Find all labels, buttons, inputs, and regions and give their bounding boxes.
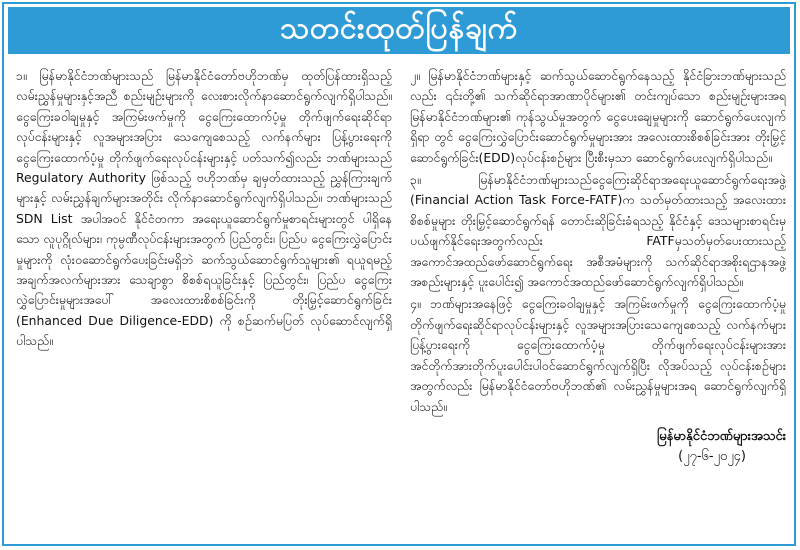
- paragraph-2: ၂။ မြန်မာနိုင်ငံဘဏ်များနှင့် ဆက်သွယ်ဆောင်ရွက်နေသည့် နိုင်ငံခြားဘဏ်များသည်လည်း ၎င်းတို့၏ သက်ဆိုင်ရာအာဏာပိုင်များ၏ တင်းကျပ်သော စည်းမျဉ်းများအရ မြန်မာနိုင်ငံဘဏ်များ၏ ကုန်သွယ်မှုအတွက် ငွေပေးချေမှုများကို ဆောင်ရွက်ပေးလျက်ရှိရာ တွင် ငွေကြေးလွှဲပြောင်းဆောင်ရွက်မှုများအား အလေးထားစိစစ်ခြင်းအား တိုးမြှင့်ဆောင်ရွက်ခြင်း(EDD)လုပ်ငန်းစဉ်များ ပြီးစီးမှသာ ဆောင်ရွက်ပေးလျက်ရှိပါသည်။: [410, 68, 786, 165]
- signature-date: (၂၇-၆-၂၀၂၄): [678, 448, 746, 464]
- paragraph-1: ၁။ မြန်မာနိုင်ငံဘဏ်များသည် မြန်မာနိုင်ငံတော်ဗဟိုဘဏ်မှ ထုတ်ပြန်ထားရှိသည့် လမ်းညွှန်မှုများနှင့်အညီ စည်းမျဉ်းများကို လေးစားလိုက်နာဆောင်ရွက်လျက်ရှိပါသည်။ ငွေကြေးခဝါချမှုနှင့် အကြမ်းဖက်မှုကို ငွေကြေးထောက်ပံ့မှု တိုက်ဖျက်ရေးဆိုင်ရာလုပ်ငန်းများနှင့် လူအများအပြား သေကျေစေသည့် လက်နက်များ ပြန့်ပွားရေးကို ငွေကြေးထောက်ပံ့မှု တိုက်ဖျက်ရေးလုပ်ငန်းများနှင့် ပတ်သက်၍လည်း ဘဏ်များသည် Regulatory Authority ဖြစ်သည့် ဗဟိုဘဏ်မှ ချမှတ်ထားသည့် ညွှန်ကြားချက်များနှင့် လမ်းညွှန်ချက်များအတိုင်း လိုက်နာဆောင်ရွက်လျက်ရှိပါသည်။ ဘဏ်များသည် SDN List အပါအဝင် နိုင်ငံတကာ အရေးယူဆောင်ရွက်မှုစာရင်းများတွင် ပါရှိနေသော လူပုဂ္ဂိုလ်များ၊ ကုမ္ပဏီလုပ်ငန်းများအတွက် ပြည်တွင်း၊ ပြည်ပ ငွေကြေးလွှဲပြောင်းမှုများကို လုံးဝဆောင်ရွက်ပေးခြင်းမရှိဘဲ ဆက်သွယ်ဆောင်ရွက်သူများ၏ ရယူရမည့် အချက်အလက်များအား သေချာစွာ စိစစ်ရယူခြင်းနှင့် ပြည်တွင်း၊ ပြည်ပ ငွေကြေးလွှဲပြောင်းမှုများအပေါ် အလေးထားစိစစ်ခြင်းကို တိုးမြှင့်ဆောင်ရွက်ခြင်း (Enhanced Due Diligence-EDD) ကို စဉ်ဆက်မပြတ် လုပ်ဆောင်လျက်ရှိပါသည်။: [16, 68, 392, 349]
- body-columns: [16, 66, 786, 542]
- left-column: [16, 66, 392, 542]
- paragraph-3: ၃။ မြန်မာနိုင်ငံဘဏ်များသည်ငွေကြေးဆိုင်ရာအရေးယူဆောင်ရွက်ရေးအဖွဲ့ (Financial Action Task Force-FATF)က သတ်မှတ်ထားသည့် အလေးထားစိစစ်မှုများ တိုးမြှင့်ဆောင်ရွက်ရန် တောင်းဆိုခြင်းခံရသည့် နိုင်ငံနှင့် ဒေသများစာရင်းမှ ပယ်ဖျက်နိုင်ရေးအတွက်လည်း FATFမှသတ်မှတ်ပေးထားသည့် အကောင်အထည်ဖော်ဆောင်ရွက်ရေး အစီအမံများကို သက်ဆိုင်ရာအစိုးရဌာနအဖွဲ့အစည်းများနှင့် ပူးပေါင်း၍ အကောင်အထည်ဖော်ဆောင်ရွက်လျက်ရှိပါသည်။: [410, 172, 786, 290]
- signature-block: [410, 427, 786, 467]
- title-banner: [8, 7, 790, 54]
- right-column: [410, 66, 786, 542]
- document-title: သတင်းထုတ်ပြန်ချက်: [279, 11, 519, 46]
- signature-organization: မြန်မာနိုင်ငံဘဏ်များအသင်း: [656, 428, 786, 444]
- press-release-frame: [2, 2, 796, 546]
- paragraph-4: ၄။ ဘဏ်များအနေဖြင့် ငွေကြေးခဝါချမှုနှင့် အကြမ်းဖက်မှုကို ငွေကြေးထောက်ပံ့မှု တိုက်ဖျက်ရေးဆိုင်ရာလုပ်ငန်းများနှင့် လူအများအပြားသေကျေစေသည့် လက်နက်များ ပြန့်ပွားရေးကို ငွေကြေးထောက်ပံ့မှု တိုက်ဖျက်ရေးလုပ်ငန်းများအား အင်တိုက်အားတိုက်ပူးပေါင်းပါဝင်ဆောင်ရွက်လျက်ရှိပြီး လိုအပ်သည့် လုပ်ငန်းစဉ်များအတွက်လည်း မြန်မာနိုင်ငံတော်ဗဟိုဘဏ်၏ လမ်းညွှန်မှုများအရ ဆောင်ရွက်လျက်ရှိပါသည်။: [410, 296, 786, 414]
